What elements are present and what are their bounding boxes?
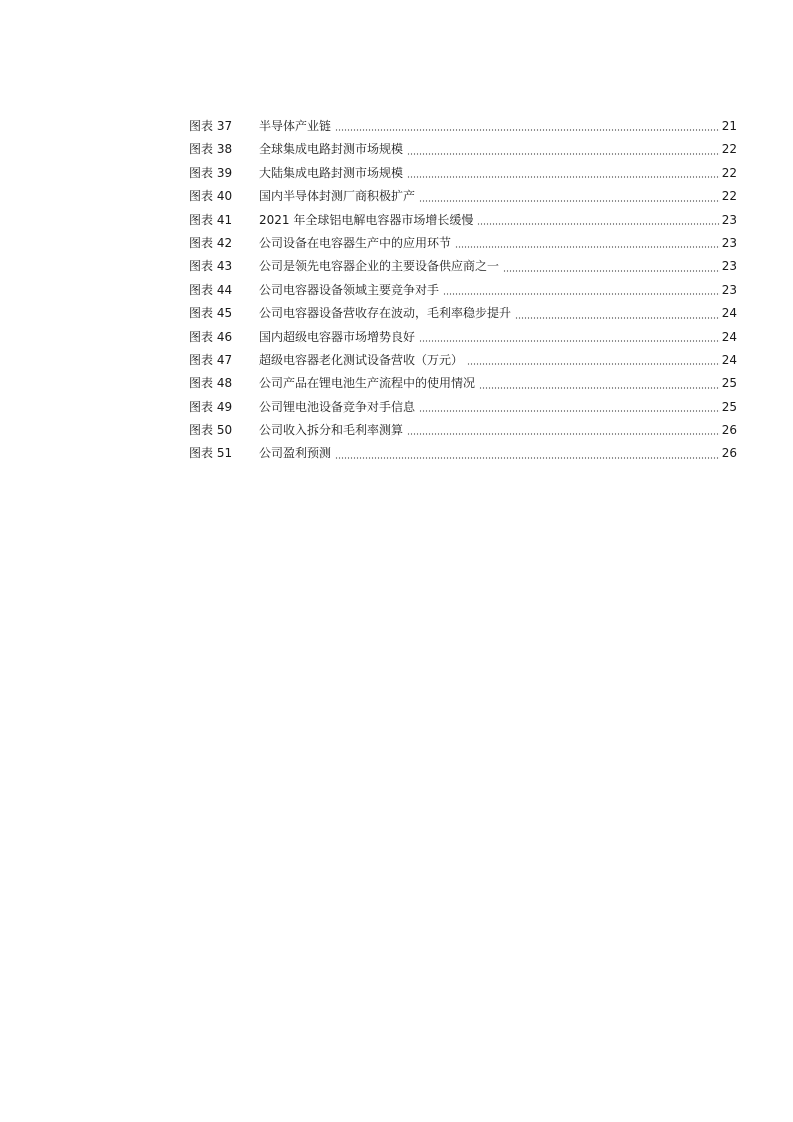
figure-label: 图表 42 xyxy=(189,235,233,250)
figure-label: 图表 44 xyxy=(189,282,233,297)
figure-title: 国内半导体封测厂商积极扩产 xyxy=(259,189,416,204)
figure-label: 图表 41 xyxy=(189,212,233,227)
page-number: 23 xyxy=(721,235,737,250)
figure-title: 公司是领先电容器企业的主要设备供应商之一 xyxy=(259,259,500,274)
toc-entry[interactable] xyxy=(189,302,737,325)
figure-label: 图表 51 xyxy=(189,446,233,461)
toc-entry[interactable] xyxy=(189,162,737,185)
toc-entry[interactable] xyxy=(189,138,737,161)
page-number: 22 xyxy=(721,142,737,157)
dot-leader xyxy=(503,270,720,272)
page-number: 22 xyxy=(721,189,737,204)
figure-title: 公司产品在锂电池生产流程中的使用情况 xyxy=(259,376,476,391)
toc-entry[interactable] xyxy=(189,419,737,442)
page-number: 21 xyxy=(721,119,737,133)
figure-title: 全球集成电路封测市场规模 xyxy=(259,142,404,157)
figure-label: 图表 43 xyxy=(189,259,233,274)
page-number: 26 xyxy=(721,423,737,438)
dot-leader xyxy=(335,457,720,459)
toc-entry[interactable] xyxy=(189,209,737,232)
page-number: 26 xyxy=(721,446,737,461)
toc-entry[interactable] xyxy=(189,279,737,302)
dot-leader xyxy=(479,387,720,389)
dot-leader xyxy=(515,317,720,319)
dot-leader xyxy=(467,363,720,365)
toc-entry[interactable] xyxy=(189,255,737,278)
dot-leader xyxy=(419,200,720,202)
page-number: 24 xyxy=(721,352,737,367)
page-number: 23 xyxy=(721,212,737,227)
toc-entry[interactable] xyxy=(189,396,737,419)
figure-title: 公司设备在电容器生产中的应用环节 xyxy=(259,235,452,250)
toc-entry[interactable] xyxy=(189,349,737,372)
figure-title: 公司锂电池设备竞争对手信息 xyxy=(259,399,416,414)
toc-entry[interactable] xyxy=(189,232,737,255)
figure-title: 大陆集成电路封测市场规模 xyxy=(259,165,404,180)
page-number: 25 xyxy=(721,399,737,414)
figure-title: 半导体产业链 xyxy=(259,119,332,133)
figure-label: 图表 47 xyxy=(189,352,233,367)
toc-entry[interactable] xyxy=(189,185,737,208)
dot-leader xyxy=(419,340,720,342)
figure-title: 公司电容器设备营收存在波动，毛利率稳步提升 xyxy=(259,306,512,321)
page-number: 25 xyxy=(721,376,737,391)
figure-label: 图表 38 xyxy=(189,142,233,157)
figure-label: 图表 40 xyxy=(189,189,233,204)
toc-entry[interactable] xyxy=(189,442,737,465)
toc-entry[interactable] xyxy=(189,115,737,138)
page-number: 23 xyxy=(721,282,737,297)
figure-label: 图表 49 xyxy=(189,399,233,414)
dot-leader xyxy=(419,410,720,412)
table-of-figures xyxy=(189,115,737,466)
dot-leader xyxy=(407,153,720,155)
figure-label: 图表 48 xyxy=(189,376,233,391)
toc-entry[interactable] xyxy=(189,372,737,395)
page-number: 24 xyxy=(721,329,737,344)
page-number: 24 xyxy=(721,306,737,321)
figure-label: 图表 45 xyxy=(189,306,233,321)
figure-title: 公司电容器设备领域主要竞争对手 xyxy=(259,282,440,297)
dot-leader xyxy=(407,176,720,178)
dot-leader xyxy=(335,129,720,131)
figure-label: 图表 37 xyxy=(189,119,233,133)
dot-leader xyxy=(443,293,720,295)
dot-leader xyxy=(407,433,720,435)
figure-label: 图表 46 xyxy=(189,329,233,344)
figure-title: 公司盈利预测 xyxy=(259,446,332,461)
figure-label: 图表 39 xyxy=(189,165,233,180)
dot-leader xyxy=(455,246,720,248)
page-number: 22 xyxy=(721,165,737,180)
page-number: 23 xyxy=(721,259,737,274)
toc-entry[interactable] xyxy=(189,326,737,349)
dot-leader xyxy=(477,223,719,225)
figure-title: 超级电容器老化测试设备营收（万元） xyxy=(259,352,464,367)
figure-label: 图表 50 xyxy=(189,423,233,438)
figure-title: 公司收入拆分和毛利率测算 xyxy=(259,423,404,438)
figure-title: 2021 年全球铝电解电容器市场增长缓慢 xyxy=(259,212,474,227)
figure-title: 国内超级电容器市场增势良好 xyxy=(259,329,416,344)
